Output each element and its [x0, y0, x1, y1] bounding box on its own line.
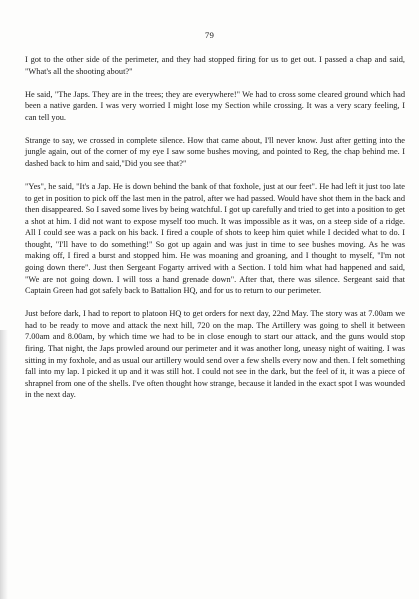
paragraph-5: Just before dark, I had to report to platoon HQ to get orders for next day, 22nd May. The story was at 7.00am we had to be ready to move and attack the next hill, 720 on the map. The Artillery was going to shell it between 7.00am and 8.00am, by which time we had to be in close enough to start our attack, and the guns would stop firing. That night, the Japs prowled around our perimeter and it was another long, uneasy night of waiting. I was sitting in my foxhole, and as usual our artillery would send over a few shells every now and then. I felt something fall into my lap. I picked it up and it was still hot. I could not see in the dark, but the feel of it, it was a piece of shrapnel from one of the shells. I've often thought how strange, because it landed in the exact spot I was wounded in the next day.	[25, 309, 405, 400]
paragraph-2: He said, "The Japs. They are in the trees; they are everywhere!" We had to cross some cleared ground which had been a native garden. I was very worried I might lose my Section while crossing. It was a very scary feeling, I can tell you.	[25, 89, 405, 122]
paragraph-1: I got to the other side of the perimeter, and they had stopped firing for us to get out. I passed a chap and said, "What's all the shooting about?"	[25, 55, 405, 76]
scan-shadow-edge	[0, 330, 8, 599]
paragraph-4: "Yes", he said, "It's a Jap. He is down behind the bank of that foxhole, just at our feet". He had left it just too late to get in position to pick off the last men in the patrol, after we had passed. Would have shot them in the back and then disappeared. So I saved some lives by being watchful. I got up carefully and tried to get into a position to get a shot at him. I did not want to expose myself too much. It was impossible as it was, on a steep side of a ridge. All I could see was a pack on his back. I fired a couple of shots to keep him quiet while I decided what to do. I thought, "I'll have to do something!" So got up again and was just in time to see bushes moving. As he was making off, I fired a burst and stopped him. He was moaning and groaning, and I thought to myself, "I'm not going down there". Just then Sergeant Fogarty arrived with a Section. I told him what had happened and said, "We are not going down. I will toss a hand grenade down". After that, there was silence. Sergeant said that Captain Green had got safely back to Battalion HQ, and for us to return to our perimeter.	[25, 181, 406, 296]
paragraph-3: Strange to say, we crossed in complete silence. How that came about, I'll never know. Just after getting into the jungle again, out of the corner of my eye I saw some bushes moving, and pointed to Reg, the chap behind me. I dashed back to him and said,"Did you see that?"	[25, 135, 405, 168]
page-number: 79	[204, 30, 215, 40]
page-body	[25, 54, 405, 412]
